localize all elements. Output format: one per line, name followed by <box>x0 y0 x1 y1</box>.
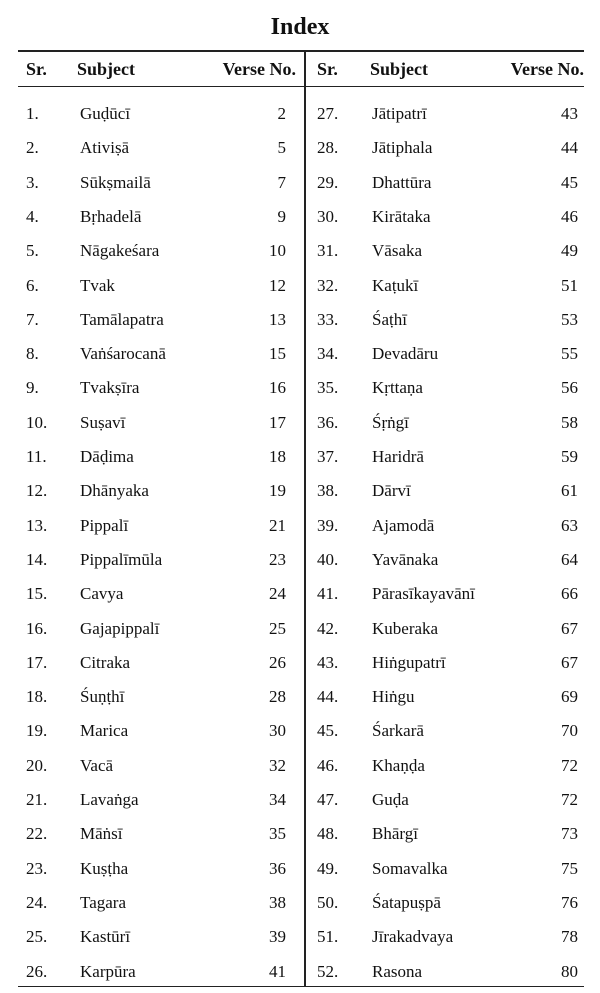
entry-number-right: 39. <box>317 515 339 535</box>
table-row <box>0 474 600 508</box>
entry-number-right: 31. <box>317 241 339 261</box>
entry-subject-left: Śuṇṭhī <box>80 687 125 707</box>
entry-number-left: 10. <box>26 412 48 432</box>
entry-number-left: 3. <box>26 172 39 192</box>
entry-number-right: 30. <box>317 206 339 226</box>
entry-subject-right: Khaṇḍa <box>372 755 425 775</box>
entry-verse-right: 56 <box>561 378 578 398</box>
entry-verse-left: 19 <box>269 481 286 501</box>
entry-number-left: 6. <box>26 275 39 295</box>
entry-verse-right: 67 <box>561 618 578 638</box>
entry-verse-left: 5 <box>277 138 286 158</box>
entry-subject-right: Pārasīkayavānī <box>372 584 475 604</box>
entry-verse-right: 59 <box>561 447 578 466</box>
entry-subject-left: Nāgakeśara <box>80 241 160 261</box>
entry-subject-left: Citraka <box>80 652 131 672</box>
entry-verse-left: 10 <box>269 241 286 261</box>
entry-number-left: 1. <box>26 104 39 123</box>
entry-subject-right: Kirātaka <box>372 206 431 226</box>
table-row <box>0 406 600 440</box>
table-row <box>0 783 600 817</box>
entry-number-right: 38. <box>317 481 339 501</box>
entry-subject-right: Haridrā <box>372 447 424 466</box>
entry-number-left: 16. <box>26 618 48 638</box>
table-row <box>0 852 600 886</box>
entry-number-left: 8. <box>26 344 39 364</box>
entry-number-right: 41. <box>317 584 339 604</box>
table-row <box>0 97 600 131</box>
entry-subject-right: Ajamodā <box>372 515 435 535</box>
entry-subject-right: Bhārgī <box>372 824 418 844</box>
entry-verse-left: 32 <box>269 755 286 775</box>
entry-number-right: 45. <box>317 721 339 741</box>
entry-verse-left: 12 <box>269 275 286 295</box>
entry-subject-right: Jīrakadvaya <box>372 927 454 947</box>
entry-subject-left: Ativiṣā <box>80 138 130 158</box>
entry-subject-right: Hiṅgupatrī <box>372 652 446 672</box>
entry-subject-right: Dārvī <box>372 481 411 501</box>
entry-number-right: 49. <box>317 858 339 878</box>
entry-subject-right: Śṛṅgī <box>372 412 409 432</box>
entry-subject-left: Suṣavī <box>80 412 126 432</box>
entry-number-right: 44. <box>317 687 339 707</box>
entry-subject-left: Pippalīmūla <box>80 549 163 569</box>
entry-number-left: 7. <box>26 309 39 329</box>
entry-number-right: 34. <box>317 344 339 364</box>
entry-number-right: 42. <box>317 618 339 638</box>
entry-verse-right: 80 <box>561 961 578 981</box>
entry-number-left: 12. <box>26 481 48 501</box>
table-row <box>0 749 600 783</box>
entry-subject-left: Tvakṣīra <box>80 378 140 398</box>
entry-subject-right: Jātipatrī <box>372 104 427 123</box>
header-sr-right: Sr. <box>317 59 338 79</box>
entry-number-left: 2. <box>26 138 39 158</box>
entry-verse-right: 45 <box>561 172 578 192</box>
entry-number-right: 32. <box>317 275 339 295</box>
entry-subject-left: Kuṣṭha <box>80 858 129 878</box>
entry-verse-left: 41 <box>269 961 286 981</box>
entry-subject-right: Devadāru <box>372 344 439 364</box>
entry-verse-left: 18 <box>269 447 286 466</box>
entry-verse-left: 17 <box>269 412 286 432</box>
entry-verse-right: 61 <box>561 481 578 501</box>
entry-subject-left: Guḍūcī <box>80 104 131 123</box>
table-row <box>0 543 600 577</box>
entry-subject-left: Vaṅśarocanā <box>80 344 166 364</box>
header-rule <box>18 86 584 87</box>
entry-verse-left: 9 <box>277 206 286 226</box>
entry-verse-left: 21 <box>269 515 286 535</box>
entry-number-left: 13. <box>26 515 48 535</box>
entry-verse-right: 51 <box>561 275 578 295</box>
entry-verse-left: 16 <box>269 378 286 398</box>
entry-number-left: 5. <box>26 241 39 261</box>
entry-verse-right: 58 <box>561 412 578 432</box>
table-row <box>0 337 600 371</box>
entry-verse-right: 43 <box>561 104 578 123</box>
entry-subject-left: Dhānyaka <box>80 481 149 501</box>
entry-subject-left: Sūkṣmailā <box>80 172 151 192</box>
entry-subject-right: Dhattūra <box>372 172 432 192</box>
entry-number-left: 14. <box>26 549 48 569</box>
table-row <box>0 646 600 680</box>
entry-subject-right: Śarkarā <box>372 721 424 741</box>
entry-subject-right: Somavalka <box>372 858 448 878</box>
entry-number-left: 25. <box>26 927 48 947</box>
entry-number-left: 18. <box>26 687 48 707</box>
table-row <box>0 680 600 714</box>
entry-number-right: 46. <box>317 755 339 775</box>
header-sr-left: Sr. <box>26 59 47 79</box>
entry-verse-right: 73 <box>561 824 578 844</box>
entry-verse-right: 64 <box>561 549 578 569</box>
entry-subject-left: Gajapippalī <box>80 618 160 638</box>
table-row <box>0 955 600 989</box>
entry-verse-left: 28 <box>269 687 286 707</box>
table-row <box>0 886 600 920</box>
table-row <box>0 920 600 954</box>
entry-verse-right: 76 <box>561 892 578 912</box>
entry-verse-left: 25 <box>269 618 286 638</box>
entry-number-right: 37. <box>317 447 339 466</box>
header-subject-right: Subject <box>370 59 428 79</box>
entry-number-right: 33. <box>317 309 339 329</box>
entry-subject-right: Vāsaka <box>372 241 423 261</box>
entry-verse-left: 34 <box>269 790 286 809</box>
entry-verse-left: 26 <box>269 652 286 672</box>
entry-verse-right: 49 <box>561 241 578 261</box>
entry-number-right: 29. <box>317 172 339 192</box>
entry-verse-right: 63 <box>561 515 578 535</box>
entry-number-left: 11. <box>26 447 47 466</box>
table-row <box>0 166 600 200</box>
top-rule <box>18 50 584 52</box>
entry-subject-left: Vacā <box>80 755 114 775</box>
entry-number-left: 4. <box>26 206 39 226</box>
table-row <box>0 269 600 303</box>
entry-number-right: 50. <box>317 892 339 912</box>
entry-subject-left: Māṅsī <box>80 824 123 844</box>
entry-verse-left: 2 <box>277 104 286 123</box>
entry-subject-left: Karpūra <box>80 961 136 981</box>
entry-subject-right: Jātiphala <box>372 138 433 158</box>
entry-subject-left: Pippalī <box>80 515 129 535</box>
entry-number-right: 27. <box>317 104 339 123</box>
entry-verse-left: 30 <box>269 721 286 741</box>
entry-verse-right: 70 <box>561 721 578 741</box>
entry-subject-right: Kuberaka <box>372 618 439 638</box>
header-verse-left: Verse No. <box>222 59 296 79</box>
entry-subject-left: Tamālapatra <box>80 309 164 329</box>
entry-verse-right: 55 <box>561 344 578 364</box>
header-subject-left: Subject <box>77 59 135 79</box>
entry-subject-left: Lavaṅga <box>80 790 139 809</box>
entry-verse-left: 7 <box>277 172 286 192</box>
table-row <box>0 577 600 611</box>
entry-verse-right: 72 <box>561 755 578 775</box>
table-row <box>0 509 600 543</box>
entry-subject-right: Kṛttaṇa <box>372 378 423 398</box>
entry-subject-left: Tagara <box>80 892 126 912</box>
entry-verse-left: 39 <box>269 927 286 947</box>
entry-verse-right: 69 <box>561 687 578 707</box>
table-row <box>0 612 600 646</box>
entry-subject-right: Guḍa <box>372 790 409 809</box>
entry-number-left: 23. <box>26 858 48 878</box>
entry-verse-right: 72 <box>561 790 578 809</box>
entry-number-left: 24. <box>26 892 48 912</box>
entry-verse-left: 35 <box>269 824 286 844</box>
entry-number-left: 17. <box>26 652 48 672</box>
entry-subject-left: Marica <box>80 721 129 741</box>
entry-verse-right: 67 <box>561 652 578 672</box>
entry-number-right: 47. <box>317 790 339 809</box>
entry-subject-right: Rasona <box>372 961 423 981</box>
entry-number-right: 35. <box>317 378 339 398</box>
entry-number-left: 9. <box>26 378 39 398</box>
entry-number-left: 22. <box>26 824 48 844</box>
entry-verse-right: 78 <box>561 927 578 947</box>
table-row <box>0 303 600 337</box>
entry-subject-left: Bṛhadelā <box>80 206 142 226</box>
table-row <box>0 371 600 405</box>
entry-verse-left: 38 <box>269 892 286 912</box>
entry-subject-right: Hiṅgu <box>372 687 415 707</box>
entry-number-right: 48. <box>317 824 339 844</box>
table-row <box>0 817 600 851</box>
entry-verse-right: 66 <box>561 584 578 604</box>
entry-number-left: 21. <box>26 790 48 809</box>
header-verse-right: Verse No. <box>510 59 584 79</box>
entry-number-right: 36. <box>317 412 339 432</box>
entry-subject-right: Śaṭhī <box>372 309 407 329</box>
entry-verse-left: 36 <box>269 858 286 878</box>
table-row <box>0 440 600 474</box>
entry-verse-left: 23 <box>269 549 286 569</box>
entry-number-right: 43. <box>317 652 339 672</box>
entry-subject-right: Śatapuṣpā <box>372 892 441 912</box>
entry-number-left: 20. <box>26 755 48 775</box>
entry-number-right: 51. <box>317 927 339 947</box>
entry-subject-left: Dāḍima <box>80 447 134 466</box>
page-title: Index <box>270 14 330 40</box>
entry-subject-left: Tvak <box>80 275 115 295</box>
entry-subject-right: Kaṭukī <box>372 275 419 295</box>
entry-verse-right: 53 <box>561 309 578 329</box>
entry-verse-right: 44 <box>561 138 578 158</box>
entry-number-right: 52. <box>317 961 339 981</box>
entry-number-right: 40. <box>317 549 339 569</box>
entry-verse-left: 24 <box>269 584 286 604</box>
table-row <box>0 200 600 234</box>
entry-verse-left: 13 <box>269 309 286 329</box>
entry-number-left: 15. <box>26 584 48 604</box>
entry-verse-right: 75 <box>561 858 578 878</box>
entry-subject-left: Kastūrī <box>80 927 131 947</box>
table-row <box>0 714 600 748</box>
entry-subject-left: Cavya <box>80 584 124 604</box>
entry-number-left: 19. <box>26 721 48 741</box>
table-row <box>0 131 600 165</box>
entry-number-left: 26. <box>26 961 48 981</box>
table-row <box>0 234 600 268</box>
entry-number-right: 28. <box>317 138 339 158</box>
entry-verse-right: 46 <box>561 206 578 226</box>
entry-verse-left: 15 <box>269 344 286 364</box>
entry-subject-right: Yavānaka <box>372 549 439 569</box>
